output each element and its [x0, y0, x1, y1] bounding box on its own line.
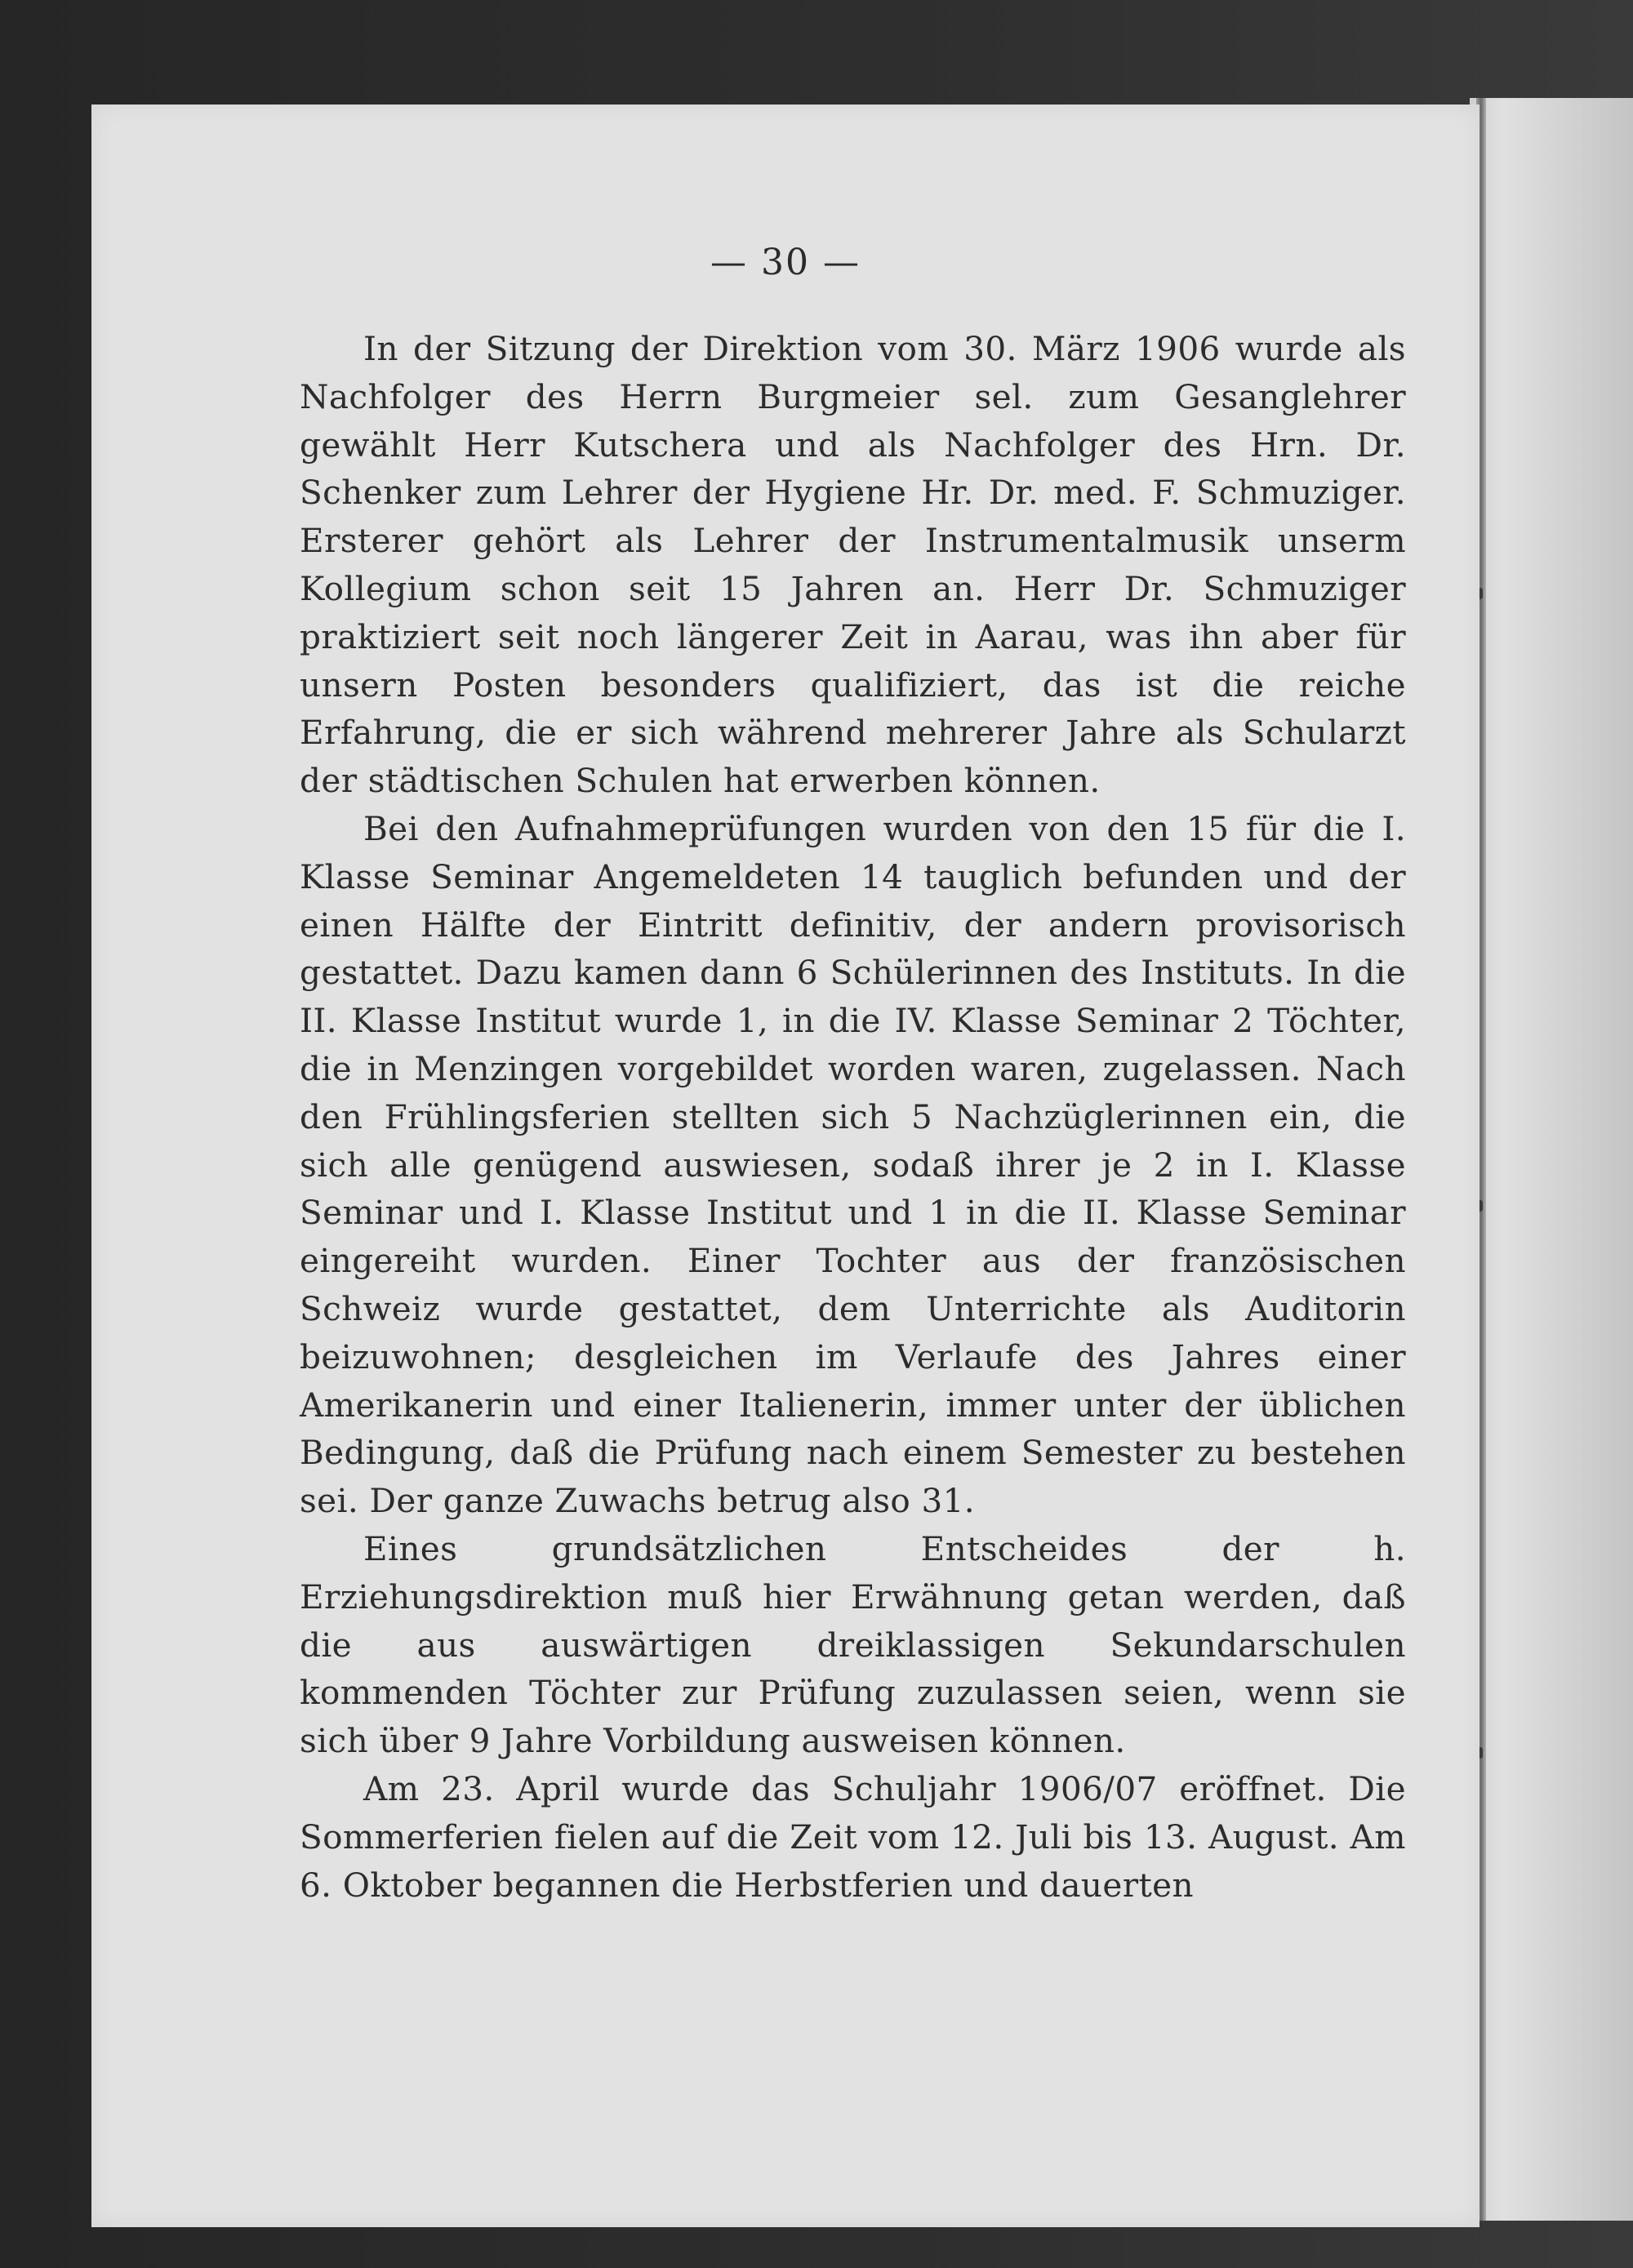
- body-text: [300, 325, 1406, 1909]
- paragraph-education-decision: Eines grundsätzlichen Entscheides der h. Erziehungsdirektion muß hier Erwähnung getan werden, daß die aus auswärtigen dreiklassigen Sekundarschulen kommenden Töchter zur Prüfung zuzulassen seien, wenn sie sich über 9 Jahre Vorbildung ausweisen können.: [300, 1528, 1406, 1761]
- paragraph-admission-exams: Bei den Aufnahmeprüfungen wurden von den 15 für die I. Klasse Seminar Angemeldeten 14 tauglich befunden und der einen Hälfte der Eintritt definitiv, der andern provisorisch gestattet. Dazu kamen dann 6 Schülerinnen des Instituts. In die II. Klasse Institut wurde 1, in die IV. Klasse Seminar 2 Töchter, die in Menzingen vorgebildet worden waren, zugelassen. Nach den Frühlingsferien stellten sich 5 Nachzüglerinnen ein, die sich alle genügend auswiesen, sodaß ihrer je 2 in I. Klasse Seminar und I. Klasse Institut und 1 in die II. Klasse Seminar eingereiht wurden. Einer Tochter aus der französischen Schweiz wurde gestattet, dem Unterrichte als Auditorin beizuwohnen; desgleichen im Verlaufe des Jahres einer Amerikanerin und einer Italienerin, immer unter der üblichen Bedingung, daß die Prüfung nach einem Semester zu bestehen sei. Der ganze Zuwachs betrug also 31.: [300, 808, 1406, 1521]
- paragraph-direction-meeting: In der Sitzung der Direktion vom 30. März 1906 wurde als Nachfolger des Herrn Burgmeier sel. zum Gesanglehrer gewählt Herr Kutschera und als Nachfolger des Hrn. Dr. Schenker zum Lehrer der Hygiene Hr. Dr. med. F. Schmuziger. Ersterer gehört als Lehrer der Instrumentalmusik unserm Kollegium schon seit 15 Jahren an. Herr Dr. Schmuziger praktiziert seit noch längerer Zeit in Aarau, was ihn aber für unsern Posten besonders qualifiziert, das ist die reiche Erfahrung, die er sich während mehrerer Jahre als Schularzt der städtischen Schulen hat erwerben können.: [300, 329, 1406, 801]
- document-page: [91, 105, 1479, 2227]
- paragraph-school-year: Am 23. April wurde das Schuljahr 1906/07 eröffnet. Die Sommerferien fielen auf die Zeit vom 12. Juli bis 13. August. Am 6. Oktober begannen die Herbstferien und dauerten: [300, 1768, 1406, 1905]
- adjacent-page-edge: [1470, 98, 1633, 2221]
- page-number: — 30 —: [710, 242, 861, 283]
